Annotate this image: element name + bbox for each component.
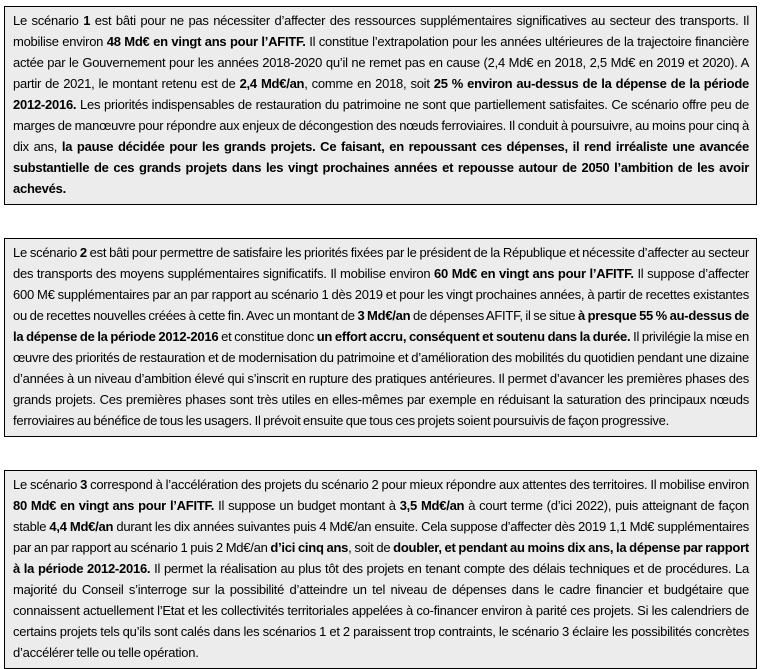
bold-text-segment: 2 [79, 245, 87, 260]
text-segment: est bâti pour ne pas nécessiter d’affecter des ressources supplémentaires significatives au secteur des transports. Il mobilise environ [13, 13, 749, 49]
bold-text-segment: 3 Md€/an [357, 308, 411, 323]
bold-text-segment: 4,4 Md€/an [49, 519, 114, 534]
text-segment: à court terme (d’ici 2022), puis atteignant de façon stable [13, 498, 749, 534]
bold-text-segment: doubler, et pendant au moins dix ans, la dépense par rapport à la période 2012-2016. [13, 540, 749, 576]
scenario-1-text [13, 10, 749, 199]
bold-text-segment: 2,4 Md€/an [239, 76, 305, 91]
text-segment: , comme en 2018, soit [304, 76, 434, 91]
text-segment: et constitue donc [218, 329, 317, 344]
scenario-2-text [13, 242, 749, 431]
bold-text-segment: la pause décidée pour les grands projets. Ce faisant, en repoussant ces dépenses, il rend irréaliste une avancée substantielle de ces grands projets dans les vingt prochaines années et repousse autour de 2050 l’ambition de les avoir achevés. [13, 139, 749, 196]
text-segment: , soit de [348, 540, 394, 555]
text-segment: Il constitue l’extrapolation pour les années ultérieures de la trajectoire financière actée par le Gouvernement pour les années 2018-2020 qu’il ne remet pas en cause (2,4 Md€ en 2018, 2,5 Md€ en 2019 et 2020). A partir de 2021, le montant retenu est de [13, 34, 749, 91]
text-segment: Il suppose un budget montant à [214, 498, 400, 513]
scenario-1-box [4, 6, 757, 205]
text-segment: Il privilégie la mise en œuvre des priorités de restauration et de modernisation du patrimoine et d’amélioration des mobilités du quotidien pendant une dizaine d’années à un niveau d’ambition élevé qui s’inscrit en rupture des pratiques antérieures. Il permet d’avancer les premières phases des grands projets. Ces premières phases sont très utiles en elles-mêmes par exemple en réduisant la saturation des principaux nœuds ferroviaires au bénéfice de tous les usagers. Il prévoit ensuite que tous ces projets soient poursuivis de façon progressive. [13, 329, 749, 428]
text-segment: de dépenses AFITF, il se situe [410, 308, 578, 323]
scenario-2-box [4, 238, 757, 437]
text-segment: Le scénario [13, 245, 80, 260]
bold-text-segment: 60 Md€ en vingt ans pour l’AFITF. [434, 266, 634, 281]
text-segment: Le scénario [13, 477, 81, 492]
text-segment: Il suppose d’affecter 600 M€ supplémentaires par an par rapport au scénario 1 dès 2019 et pour les vingt prochaines années, à partir de recettes existantes ou de recettes nouvelles créées à cette fin. Avec un montant de [13, 266, 750, 323]
text-segment: Le scénario [13, 13, 84, 28]
text-segment: durant les dix années suivantes puis 4 Md€/an ensuite. Cela suppose d’affecter dès 2019 1,1 Md€ supplémentaires par an par rapport au scénario 1 puis 2 Md€/an [13, 519, 749, 555]
bold-text-segment: 48 Md€ en vingt ans pour l’AFITF. [106, 34, 306, 49]
text-segment: Les priorités indispensables de restauration du patrimoine ne sont que partiellement satisfaites. Ce scénario offre peu de marges de manœuvre pour répondre aux enjeux de décongestion des nœuds ferroviaires. Il conduit à poursuivre, au moins pour cinq à dix ans, [13, 97, 749, 154]
scenario-3-box [4, 470, 757, 669]
text-segment: est bâti pour permettre de satisfaire les priorités fixées par le président de la République et nécessite d’affecter au secteur des transports des moyens supplémentaires significatifs. Il mobilise environ [13, 245, 749, 281]
bold-text-segment: 3,5 Md€/an [399, 498, 465, 513]
bold-text-segment: un effort accru, conséquent et soutenu dans la durée. [316, 329, 631, 344]
bold-text-segment: d’ici cinq ans [270, 540, 349, 555]
bold-text-segment: 3 [80, 477, 88, 492]
bold-text-segment: 1 [83, 13, 91, 28]
bold-text-segment: 80 Md€ en vingt ans pour l’AFITF. [13, 498, 215, 513]
text-segment: correspond à l’accélération des projets du scénario 2 pour mieux répondre aux attentes des territoires. Il mobilise environ [87, 477, 749, 492]
scenario-3-text [13, 474, 749, 663]
bold-text-segment: 25 % environ au-dessus de la dépense de la période 2012-2016. [13, 76, 750, 112]
text-segment: Il permet la réalisation au plus tôt des projets en tenant compte des délais techniques et de procédures. La majorité du Conseil s’interroge sur la possibilité d’atteindre un tel niveau de dépenses dans le cadre financier et budgétaire que connaissent actuellement l’Etat et les collectivités territoriales appelées à co-financer environ à parité ces projets. Si les calendriers de certains projets tels qu’ils sont calés dans les scénarios 1 et 2 paraissent trop contraints, le scénario 3 éclaire les possibilités concrètes d’accélérer telle ou telle opération. [13, 561, 750, 660]
bold-text-segment: à presque 55 % au-dessus de la dépense de la période 2012-2016 [13, 308, 749, 344]
